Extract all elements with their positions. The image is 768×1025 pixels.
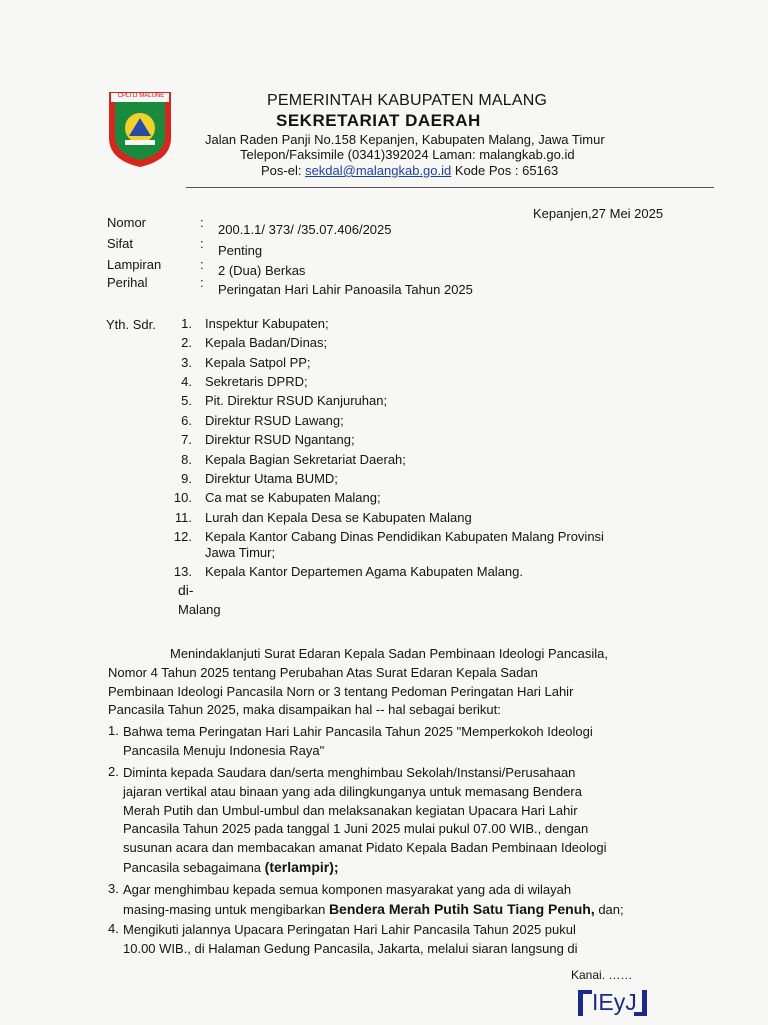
recipient-salutation: Yth. Sdr. (106, 317, 156, 332)
perihal-value: Peringatan Hari Lahir Panoasila Tahun 2025 (218, 282, 473, 297)
recipient-number: 3. (181, 355, 192, 370)
point-line: jajaran vertikal atau binaan yang ada dilingkunganya untuk memasang Bendera (123, 783, 582, 799)
recipient-number: 7. (181, 432, 192, 447)
point-line: 10.00 WIB., di Halaman Gedung Pancasila, Jakarta, melalui siaran langsung di (123, 940, 578, 956)
recipient-number: 10. (173, 490, 192, 505)
point-text: masing-masing untuk mengibarkan (123, 901, 329, 917)
point-line-last (123, 900, 686, 920)
perihal-colon: : (200, 275, 204, 290)
stamp-text: IEyJ (592, 989, 637, 1015)
point-line: Pancasila Menuju Indonesia Raya" (123, 742, 325, 758)
perihal-label: Perihal (107, 275, 148, 290)
recipient-number: 8. (181, 452, 192, 467)
point-number: 3. (108, 881, 119, 896)
recipient-number: 6. (181, 413, 192, 428)
letterhead-address: Jalan Raden Panji No.158 Kepanjen, Kabupaten Malang, Jawa Timur (205, 132, 605, 147)
recipient-city: Malang (178, 602, 221, 617)
recipient-item: Kepala Satpol PP; (205, 355, 311, 370)
email-suffix: Kode Pos : 65163 (451, 163, 559, 178)
point-4 (123, 921, 686, 959)
point-3 (123, 881, 686, 920)
letterhead-office: SEKRETARIAT DAERAH (276, 111, 481, 130)
recipient-item: Sekretaris DPRD; (205, 374, 308, 389)
recipient-item: Kepala Bagian Sekretariat Daerah; (205, 452, 406, 467)
point-1 (123, 723, 686, 761)
recipient-number: 1. (181, 316, 192, 331)
letterhead-phone: Telepon/Faksimile (0341)392024 Laman: malangkab.go.id (240, 147, 575, 162)
intro-line: Menindaklanjuti Surat Edaran Kepala Sadan Pembinaan Ideologi Pancasila, (170, 646, 608, 661)
recipient-item-continuation: Jawa Timur; (205, 545, 276, 560)
nomor-label: Nomor (107, 215, 147, 230)
sifat-colon: : (200, 236, 204, 251)
recipient-item: Direktur RSUD Ngantang; (205, 432, 355, 447)
point-number: 2. (108, 764, 119, 779)
point-number: 4. (108, 921, 119, 936)
recipient-number: 4. (181, 374, 192, 389)
email-prefix: Pos-el: (261, 163, 306, 178)
recipient-number: 11. (174, 510, 192, 525)
lampiran-label: Lampiran (107, 257, 162, 272)
logo-caption: CPLTLI MALUNE (117, 93, 165, 99)
email-link[interactable]: sekdal@malangkab.go.id (305, 163, 452, 178)
regency-logo (107, 90, 173, 168)
point-2 (123, 764, 686, 878)
lampiran-colon: : (200, 257, 204, 272)
letterhead-government: PEMERINTAH KABUPATEN MALANG (267, 92, 548, 109)
point-line: Bahwa tema Peringatan Hari Lahir Pancasila Tahun 2025 "Memperkokoh Ideologi (123, 724, 593, 739)
letterhead-email-line (261, 163, 558, 178)
nomor-colon: : (200, 215, 204, 230)
header-divider (186, 187, 714, 188)
point-emphasis: (terlampir); (264, 858, 339, 875)
point-line: Mengikuti jalannya Upacara Peringatan Hari Lahir Pancasila Tahun 2025 pukul (123, 922, 576, 937)
recipient-item: Direktur Utama BUMD; (205, 471, 338, 486)
sifat-label: Sifat (107, 236, 134, 251)
point-line: Merah Putih dan Umbul-umbul dan melaksanakan kegiatan Upacara Hari Lahir (123, 802, 578, 818)
di-marker: di- (178, 582, 194, 598)
lampiran-value: 2 (Dua) Berkas (218, 263, 306, 278)
point-line: Pancasila Tahun 2025 pada tanggal 1 Juni 2025 mulai pukul 07.00 WIB., dengan (123, 821, 589, 837)
point-line: Diminta kepada Saudara dan/serta menghimbau Sekolah/Instansi/Perusahaan (123, 765, 576, 780)
intro-line: Pancasila Tahun 2025, maka disampaikan hal -- hal sebagai berikut: (108, 702, 501, 718)
point-emphasis: Bendera Merah Putih Satu Tiang Penuh, (328, 900, 595, 917)
recipient-item: Pit. Direktur RSUD Kanjuruhan; (205, 393, 388, 408)
point-tail: dan; (594, 901, 624, 917)
place-date: Kepanjen,27 Mei 2025 (533, 206, 664, 221)
point-line: susunan acara dan membacakan amanat Pidato Kepala Badan Pembinaan Ideologi (123, 840, 607, 856)
point-number: 1. (108, 723, 119, 738)
signature-label: Kanai. …… (571, 968, 633, 982)
recipient-item: Lurah dan Kepala Desa se Kabupaten Malang (205, 510, 472, 525)
recipient-number: 5. (181, 393, 192, 408)
signature-stamp (576, 986, 650, 1020)
recipient-item: Direktur RSUD Lawang; (205, 413, 344, 428)
intro-paragraph (108, 645, 686, 720)
recipient-number: 2. (181, 335, 192, 350)
nomor-value: 200.1.1/ 373/ /35.07.406/2025 (218, 222, 392, 237)
recipient-item: Inspektur Kabupaten; (205, 316, 329, 331)
point-text: Pancasila sebagaimana (123, 859, 265, 875)
intro-line: Nomor 4 Tahun 2025 tentang Perubahan Atas Surat Edaran Kepala Sadan (108, 664, 538, 680)
point-line-last (123, 858, 686, 878)
recipient-item: Kepala Kantor Departemen Agama Kabupaten Malang. (205, 564, 523, 579)
intro-line: Pembinaan Ideologi Pancasila Norn or 3 tentang Pedoman Peringatan Hari Lahir (108, 683, 574, 699)
recipient-number: 9. (181, 471, 192, 486)
recipient-number: 13. (173, 564, 192, 579)
recipient-item: Kepala Badan/Dinas; (205, 335, 328, 350)
point-line: Agar menghimbau kepada semua komponen masyarakat yang ada di wilayah (123, 882, 572, 897)
recipient-item: Ca mat se Kabupaten Malang; (205, 490, 381, 505)
recipient-number: 12. (173, 529, 192, 544)
recipient-item: Kepala Kantor Cabang Dinas Pendidikan Kabupaten Malang Provinsi (205, 529, 604, 544)
sifat-value: Penting (218, 243, 263, 258)
